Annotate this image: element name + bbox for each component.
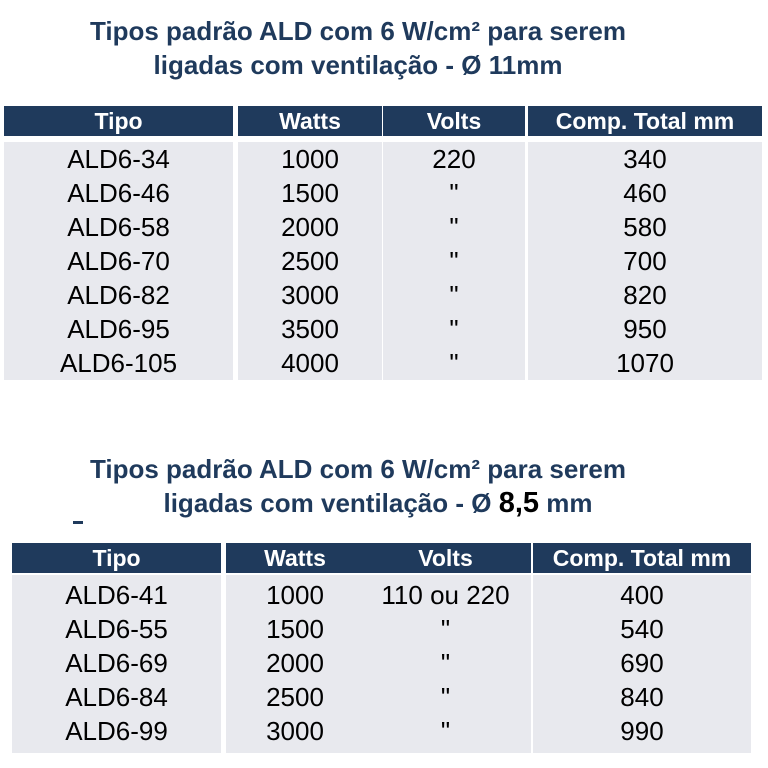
table-cell: ALD6-82 <box>67 280 170 310</box>
table-cell: " <box>449 178 459 208</box>
table-cell: ALD6-55 <box>65 614 168 644</box>
table-cell: 1500 <box>266 614 324 644</box>
table-cell: " <box>440 614 451 644</box>
table-cell: 340 <box>623 144 667 174</box>
table1-title-line1: Tipos padrão ALD com 6 W/cm² para serem <box>89 16 627 46</box>
table-cell: 1000 <box>281 144 339 174</box>
table-cell: 220 <box>432 144 476 174</box>
table1-title <box>0 14 716 82</box>
table-cell: " <box>440 682 451 712</box>
table-cell: 460 <box>623 178 667 208</box>
table-cell: ALD6-95 <box>67 314 170 344</box>
table-cell: 950 <box>623 314 667 344</box>
table-cell: ALD6-69 <box>65 648 168 678</box>
table-cell: " <box>449 348 459 378</box>
table-cell: 540 <box>620 614 664 644</box>
decorative-dash <box>73 521 83 524</box>
table-cell: 400 <box>620 580 664 610</box>
table-cell: 2000 <box>281 212 339 242</box>
table-cell: 4000 <box>281 348 339 378</box>
column-header: Volts <box>360 543 531 573</box>
table-cell: 690 <box>620 648 664 678</box>
column-header: Watts <box>226 543 364 573</box>
column-header: Watts <box>238 106 382 136</box>
table1-title-line2: ligadas com ventilação - Ø 11mm <box>153 50 563 80</box>
table-cell: 2500 <box>281 246 339 276</box>
table-cell: " <box>449 212 459 242</box>
table-cell: " <box>449 280 459 310</box>
table-cell: 3000 <box>281 280 339 310</box>
column-header: Comp. Total mm <box>533 543 751 573</box>
table-cell: ALD6-58 <box>67 212 170 242</box>
table-cell: 700 <box>623 246 667 276</box>
table-cell: 840 <box>620 682 664 712</box>
table-cell: " <box>440 716 451 746</box>
column-header: Tipo <box>12 543 221 573</box>
table-cell: ALD6-105 <box>59 348 178 378</box>
table-cell: ALD6-99 <box>65 716 168 746</box>
table-cell: ALD6-41 <box>65 580 168 610</box>
table-cell: 990 <box>620 716 664 746</box>
table-cell: 580 <box>623 212 667 242</box>
table-cell: ALD6-34 <box>67 144 170 174</box>
column-header: Comp. Total mm <box>528 106 762 136</box>
column-header: Tipo <box>4 106 233 136</box>
table-cell: 2500 <box>266 682 324 712</box>
table-cell: " <box>449 246 459 276</box>
column-header: Volts <box>383 106 525 136</box>
table2-title-suffix: mm <box>539 488 593 518</box>
table-cell: " <box>449 314 459 344</box>
table-cell: 820 <box>623 280 667 310</box>
table2-title-line2 <box>163 486 592 520</box>
table-cell: 3500 <box>281 314 339 344</box>
table-cell: ALD6-70 <box>67 246 170 276</box>
table-cell: 1070 <box>616 348 674 378</box>
table-cell: ALD6-84 <box>65 682 168 712</box>
table-cell: 1000 <box>266 580 324 610</box>
table2-title-prefix: ligadas com ventilação - Ø <box>163 488 499 518</box>
table-cell: 1500 <box>281 178 339 208</box>
table-cell: 2000 <box>266 648 324 678</box>
table2-title <box>0 452 716 520</box>
table-cell: 3000 <box>266 716 324 746</box>
table2-title-line1: Tipos padrão ALD com 6 W/cm² para serem <box>89 454 627 484</box>
table-cell: " <box>440 648 451 678</box>
table-cell: 110 ou 220 <box>381 580 510 610</box>
table2-diameter-value: 8,5 <box>498 487 540 519</box>
table-cell: ALD6-46 <box>67 178 170 208</box>
